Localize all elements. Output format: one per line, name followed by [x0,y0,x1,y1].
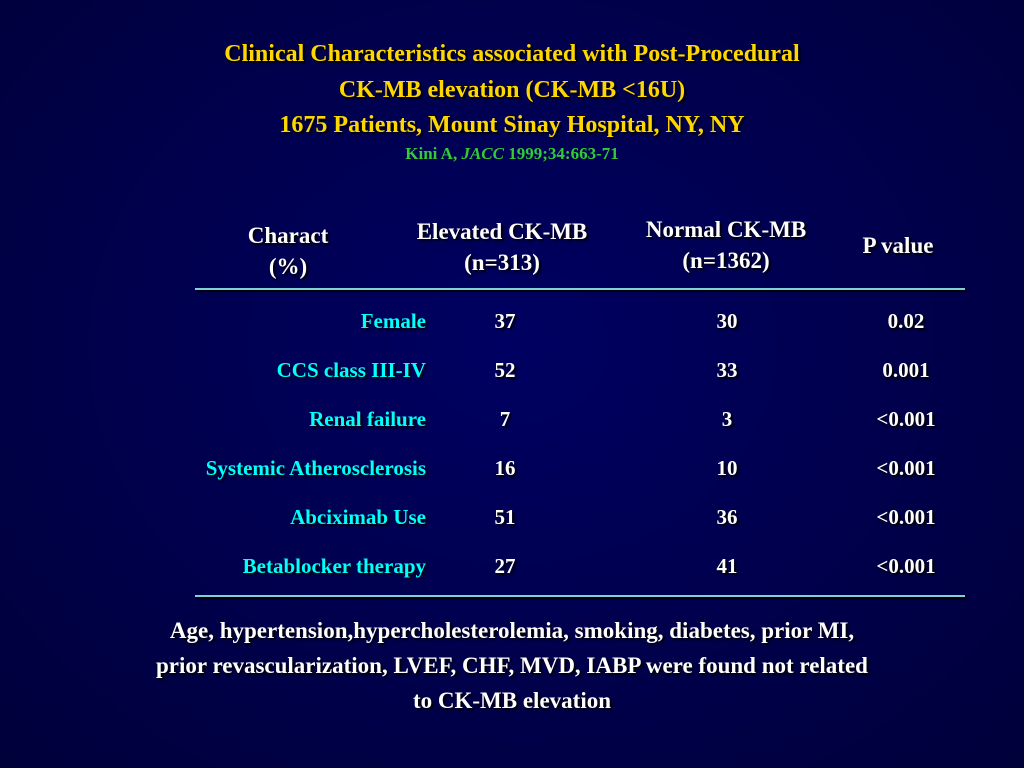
row-label: Betablocker therapy [242,554,426,578]
footnote-line-2: prior revascularization, LVEF, CHF, MVD, IABP were found not related [156,653,868,678]
row-elevated-value: 52 [494,358,516,382]
header-normal-line2: (n=1362) [682,248,770,273]
table-row [0,404,1024,434]
header-elevated-line2: (n=313) [464,250,540,275]
row-p-value: <0.001 [876,407,936,431]
table-row [0,453,1024,483]
footnote-line-3: to CK-MB elevation [412,688,611,713]
table-row [0,502,1024,532]
header-pvalue: P value [862,233,934,258]
row-label: CCS class III-IV [276,358,426,382]
row-elevated-value: 27 [494,554,516,578]
row-p-value: 0.001 [882,358,930,382]
row-elevated-value: 16 [494,456,516,480]
row-elevated-value: 37 [494,309,516,333]
row-p-value: 0.02 [887,309,925,333]
header-charact-line2: (%) [268,254,308,279]
row-normal-value: 33 [716,358,738,382]
row-elevated-value: 51 [494,505,516,529]
table-row [0,551,1024,581]
row-elevated-value: 7 [499,407,511,431]
table-bottom-rule [195,595,965,597]
footnote-line-1: Age, hypertension,hypercholesterolemia, smoking, diabetes, prior MI, [169,618,855,643]
title-line-1: Clinical Characteristics associated with Post-Procedural [224,41,800,67]
citation-ref: 1999;34:663-71 [508,144,619,163]
table-row [0,306,1024,336]
title-line-3: 1675 Patients, Mount Sinay Hospital, NY, NY [279,112,745,138]
row-label: Renal failure [309,407,426,431]
row-p-value: <0.001 [876,505,936,529]
header-charact [208,220,368,282]
citation-author: Kini A, [405,144,458,163]
header-normal-line1: Normal CK-MB [645,217,807,242]
header-elevated [382,216,622,278]
citation [0,144,1024,164]
row-p-value: <0.001 [876,554,936,578]
row-normal-value: 10 [716,456,738,480]
row-normal-value: 3 [721,407,733,431]
header-normal [606,214,846,276]
citation-journal: JACC [461,144,504,163]
table-row [0,355,1024,385]
title-line-2: CK-MB elevation (CK-MB <16U) [338,77,686,103]
footnote [40,613,984,718]
row-normal-value: 30 [716,309,738,333]
row-normal-value: 36 [716,505,738,529]
row-p-value: <0.001 [876,456,936,480]
row-label: Systemic Atherosclerosis [205,456,426,480]
header-elevated-line1: Elevated CK-MB [416,219,588,244]
row-label: Abciximab Use [290,505,426,529]
row-normal-value: 41 [716,554,738,578]
table-top-rule [195,288,965,290]
header-charact-line1: Charact [247,223,329,248]
row-label: Female [360,309,426,333]
